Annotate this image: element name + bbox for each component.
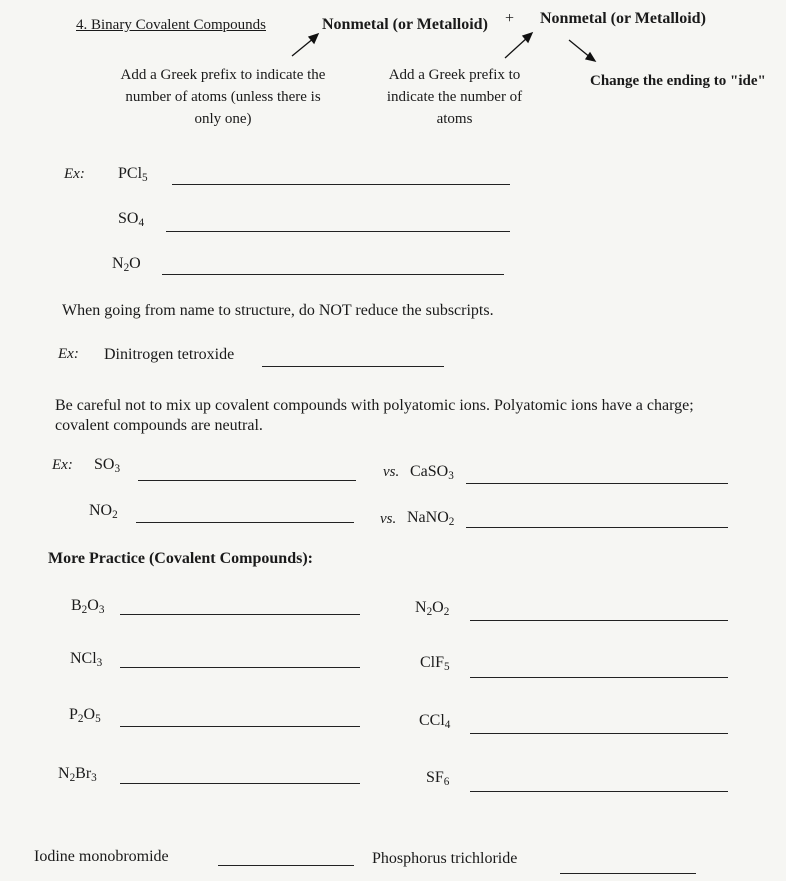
answer-line[interactable] [120,726,360,727]
name-dinitrogen-tetroxide: Dinitrogen tetroxide [104,346,235,363]
answer-line[interactable] [560,873,696,874]
answer-line[interactable] [262,366,444,367]
ex-label: Ex: [58,346,79,362]
formula-part-1: Nonmetal (or Metalloid) [322,16,488,33]
formula-caso3: CaSO$_3$ [410,463,454,482]
note-polyatomic: Be careful not to mix up covalent compounds with polyatomic ions. Polyatomic ions have a charge; covalent compounds are neutral. [55,397,694,434]
arrow-to-part-2 [505,37,528,58]
ex-label: Ex: [52,457,73,473]
formula-pcl5: PCl$_5$ [118,165,148,184]
rule-ide-ending: Change the ending to "ide" [590,73,766,89]
name-phosphorus-trichloride: Phosphorus trichloride [372,850,518,867]
formula-n2br3: $N_2Br_3$ [58,765,97,784]
formula-so3: $SO_3$ [94,456,121,475]
answer-line[interactable] [466,527,728,528]
answer-line[interactable] [470,677,728,678]
vs-label: vs. [383,464,400,480]
rule-prefix-second: Add a Greek prefix to indicate the number of atoms [386,67,523,127]
formula-sf6: $SF_6$ [426,769,450,788]
answer-line[interactable] [470,620,728,621]
answer-line[interactable] [138,480,356,481]
answer-line[interactable] [120,783,360,784]
formula-n2o: $N_2O$ [112,255,141,274]
arrow-to-part-1 [292,38,314,56]
vs-label: vs. [380,511,397,527]
formula-ncl3: NCl$_3$ [70,650,103,669]
formula-p2o5: $P_2O_5$ [69,706,101,725]
answer-line[interactable] [470,791,728,792]
practice-title: More Practice (Covalent Compounds): [48,550,313,567]
plus-sign: + [505,10,515,27]
answer-line[interactable] [136,522,354,523]
formula-n2o2: $N_2O_2$ [415,599,450,618]
name-iodine-monobromide: Iodine monobromide [34,848,169,865]
formula-no2: $NO_2$ [89,502,118,521]
formula-nano2: NaNO$_2$ [407,509,455,528]
answer-line[interactable] [120,614,360,615]
note-subscripts: When going from name to structure, do NOT reduce the subscripts. [62,302,494,319]
answer-line[interactable] [172,184,510,185]
section-title: 4. Binary Covalent Compounds [76,17,266,33]
answer-line[interactable] [162,274,504,275]
rule-prefix-first: Add a Greek prefix to indicate the number of atoms (unless there is only one) [120,67,326,127]
ex-label: Ex: [64,166,85,182]
answer-line[interactable] [120,667,360,668]
formula-ccl4: CCl$_4$ [419,712,451,731]
formula-clf5: ClF$_5$ [420,654,450,673]
answer-line[interactable] [166,231,510,232]
formula-b2o3: $B_2O_3$ [71,597,105,616]
answer-line[interactable] [466,483,728,484]
formula-part-2: Nonmetal (or Metalloid) [540,10,706,27]
answer-line[interactable] [470,733,728,734]
formula-so4: $SO_4$ [118,210,145,229]
answer-line[interactable] [218,865,354,866]
